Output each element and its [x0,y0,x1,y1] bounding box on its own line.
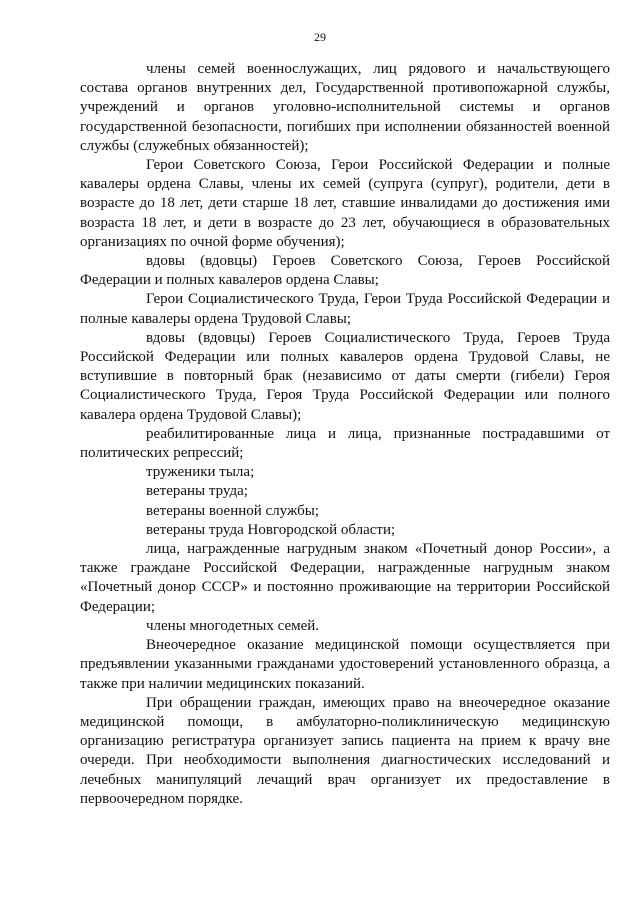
paragraph-novgorod-veterans: ветераны труда Новгородской области; [146,521,396,538]
paragraph-labor-veterans: ветераны труда; [146,483,248,500]
paragraph-family-members: члены семей военнослужащих, лиц рядового и начальствующего состава органов внутренних дел, Государственной противопожарной службы, учреждений и органов уголовно-исполнительной системы и органов государственной безопасности, погибших при исполнении обязанностей военной службы (служебных обязанностей); [80,61,610,154]
paragraph-heroes-labor: Герои Социалистического Труда, Герои Труда Российской Федерации и полные кавалеры ордена Трудовой Славы; [80,291,610,327]
paragraph-registration-procedure: При обращении граждан, имеющих право на внеочередное оказание медицинской помощи, в амбулаторно-поликлиническую медицинскую организацию регистратура организует запись пациента на прием к врачу вне очереди. При необходимости выполнения диагностических исследований и лечебных манипуляций лечащий врач организует их предоставление в первоочередном порядке. [80,694,610,807]
paragraph-rehabilitated: реабилитированные лица и лица, признанные пострадавшими от политических репрессий; [80,425,610,462]
paragraph-military-veterans: ветераны военной службы; [146,502,320,519]
paragraph-large-families: члены многодетных семей. [146,617,320,634]
paragraph-widows-heroes: вдовы (вдовцы) Героев Советского Союза, Героев Российской Федерации и полных кавалеров ордена Славы; [80,253,610,289]
paragraph-home-front-workers: труженики тыла; [146,464,255,481]
paragraph-widows-heroes-labor: вдовы (вдовцы) Героев Социалистического Труда, Героев Труда Российской Федерации или полных кавалеров ордена Трудовой Славы, не вступившие в повторный брак (независимо от даты смерти (гибели) Героя Социалистического Труда, Героя Труда Российской Федерации или полного кавалера ордена Трудовой Славы); [80,329,610,423]
body-text [80,60,610,809]
paragraph-priority-care-conditions: Внеочередное оказание медицинской помощи осуществляется при предъявлении указанными гражданами удостоверений установленного образца, а также при наличии медицинских показаний. [80,637,610,692]
page-number: 29 [314,30,326,44]
paragraph-heroes-ussr-rf: Герои Советского Союза, Герои Российской Федерации и полные кавалеры ордена Славы, члены их семей (супруга (супруг), родители, дети в возрасте до 18 лет, дети старше 18 лет, ставшие инвалидами до достижения ими возраста 18 лет, и дети в возрасте до 23 лет, обучающиеся в образовательных организациях по очной форме обучения); [80,157,610,250]
paragraph-honorary-donors: лица, награжденные нагрудным знаком «Почетный донор России», а также граждане Российской Федерации, награжденные нагрудным знаком «Почетный донор СССР» и постоянно проживающие на территории Российской Федерации; [80,541,610,615]
